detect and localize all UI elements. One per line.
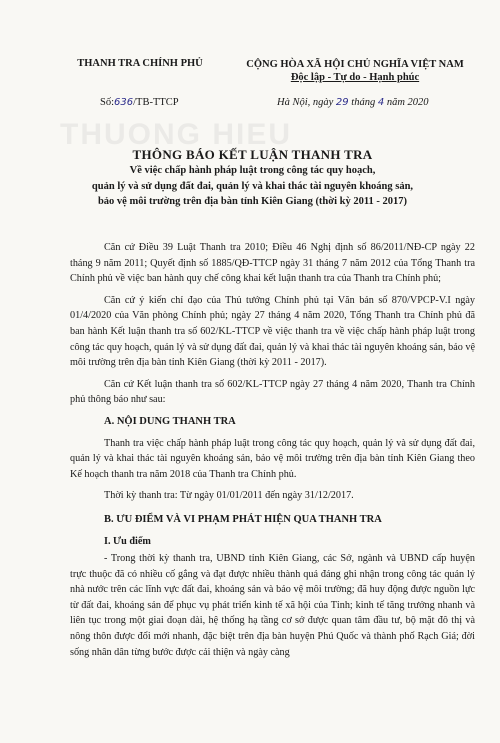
subsection-heading-i: I. Ưu điểm: [104, 535, 151, 547]
paragraph-inspection-period: Thời kỳ thanh tra: Từ ngày 01/01/2011 đến ngày 31/12/2017.: [104, 490, 354, 502]
docno-handwritten: 636: [114, 97, 134, 108]
paragraph-inspection-content: Thanh tra việc chấp hành pháp luật trong công tác quy hoạch, quản lý và sử dụng đất đai, quản lý và khai thác tài nguyên khoáng sản, bảo vệ môi trường trên địa bàn tỉnh Kiên Giang theo Kế hoạch thanh tra năm 2018 của Thanh tra Chính phủ.: [70, 437, 475, 480]
date-mid: tháng: [351, 97, 376, 108]
subtitle-line: Về việc chấp hành pháp luật trong công tác quy hoạch,: [129, 165, 376, 176]
date-day: 29: [335, 97, 349, 108]
national-heading: [240, 58, 470, 84]
date-month: 4: [377, 97, 385, 108]
paragraph-legal-basis: Căn cứ Điều 39 Luật Thanh tra 2010; Điều 46 Nghị định số 86/2011/NĐ-CP ngày 22 tháng 9 năm 2011; Quyết định số 1885/QĐ-TTCP ngày 31 tháng 7 năm 2012 của Tổng Thanh tra Chính phủ về việc ban hành quy chế công khai kết luận thanh tra của Thanh tra Chính phủ;: [70, 242, 475, 285]
docno-suffix: /TB-TTCP: [133, 97, 179, 108]
subtitle-line: quản lý và sử dụng đất đai, quản lý và khai thác tài nguyên khoáng sản,: [91, 180, 414, 192]
watermark: THUONG HIEU: [60, 118, 292, 151]
country-name: CỘNG HÒA XÃ HỘI CHỦ NGHĨA VIỆT NAM: [246, 59, 464, 70]
date-post: năm 2020: [386, 97, 429, 108]
docno-prefix: Số:: [100, 97, 115, 108]
document-number: [100, 97, 179, 108]
document-date: [277, 97, 429, 108]
document-subtitle: [55, 163, 450, 210]
document-body: [70, 240, 475, 666]
issuing-agency: THANH TRA CHÍNH PHỦ: [77, 58, 203, 69]
subtitle-line: bảo vệ môi trường trên địa bàn tỉnh Kiên Giang (thời kỳ 2011 - 2017): [97, 196, 408, 207]
paragraph-directive: Căn cứ ý kiến chỉ đạo của Thủ tướng Chính phủ tại Văn bản số 870/VPCP-V.I ngày 01/4/2020 của Văn phòng Chính phủ; ngày 27 tháng 4 năm 2020, Tổng Thanh tra Chính phủ đã ban hành Kết luận thanh tra số 602/KL-TTCP về việc thanh tra về việc chấp hành pháp luật trong công tác quy hoạch, quản lý và sử dụng đất đai, quản lý và khai thác tài nguyên khoáng sản, bảo vệ môi trường trên địa bàn tỉnh Kiên Giang (thời kỳ 2011 - 2017).: [70, 294, 475, 369]
date-pre: Hà Nội, ngày: [277, 97, 334, 108]
document-title: THÔNG BÁO KẾT LUẬN THANH TRA: [132, 147, 373, 162]
paragraph-strengths: - Trong thời kỳ thanh tra, UBND tỉnh Kiên Giang, các Sở, ngành và UBND cấp huyện trực thuộc đã có nhiều cố gắng và đạt được nhiều thành quả đáng ghi nhận trong công tác quản lý nhà nước trên các lĩnh vực đất đai, khoáng sản và bảo vệ môi trường; đã huy động được nguồn lực từ đất đai, khoáng sản để phục vụ phát triển kinh tế xã hội của Tỉnh; kinh tế tăng trưởng nhanh và liên tục trong một giai đoạn dài, hệ thống hạ tầng cơ sở được quan tâm đầu tư, bộ mặt đô thị và nông thôn được đổi mới nhanh, đặc biệt trên địa bàn huyện Phú Quốc và thành phố Rạch Giá; đời sống nhân dân từng bước được cải thiện và ngày càng: [70, 553, 475, 658]
motto: Độc lập - Tự do - Hạnh phúc: [290, 72, 420, 83]
paragraph-announcement: Căn cứ Kết luận thanh tra số 602/KL-TTCP ngày 27 tháng 4 năm 2020, Thanh tra Chính phủ thông báo như sau:: [70, 378, 475, 406]
section-heading-b: B. ƯU ĐIỂM VÀ VI PHẠM PHÁT HIỆN QUA THANH TRA: [104, 513, 382, 525]
section-heading-a: A. NỘI DUNG THANH TRA: [104, 415, 236, 427]
